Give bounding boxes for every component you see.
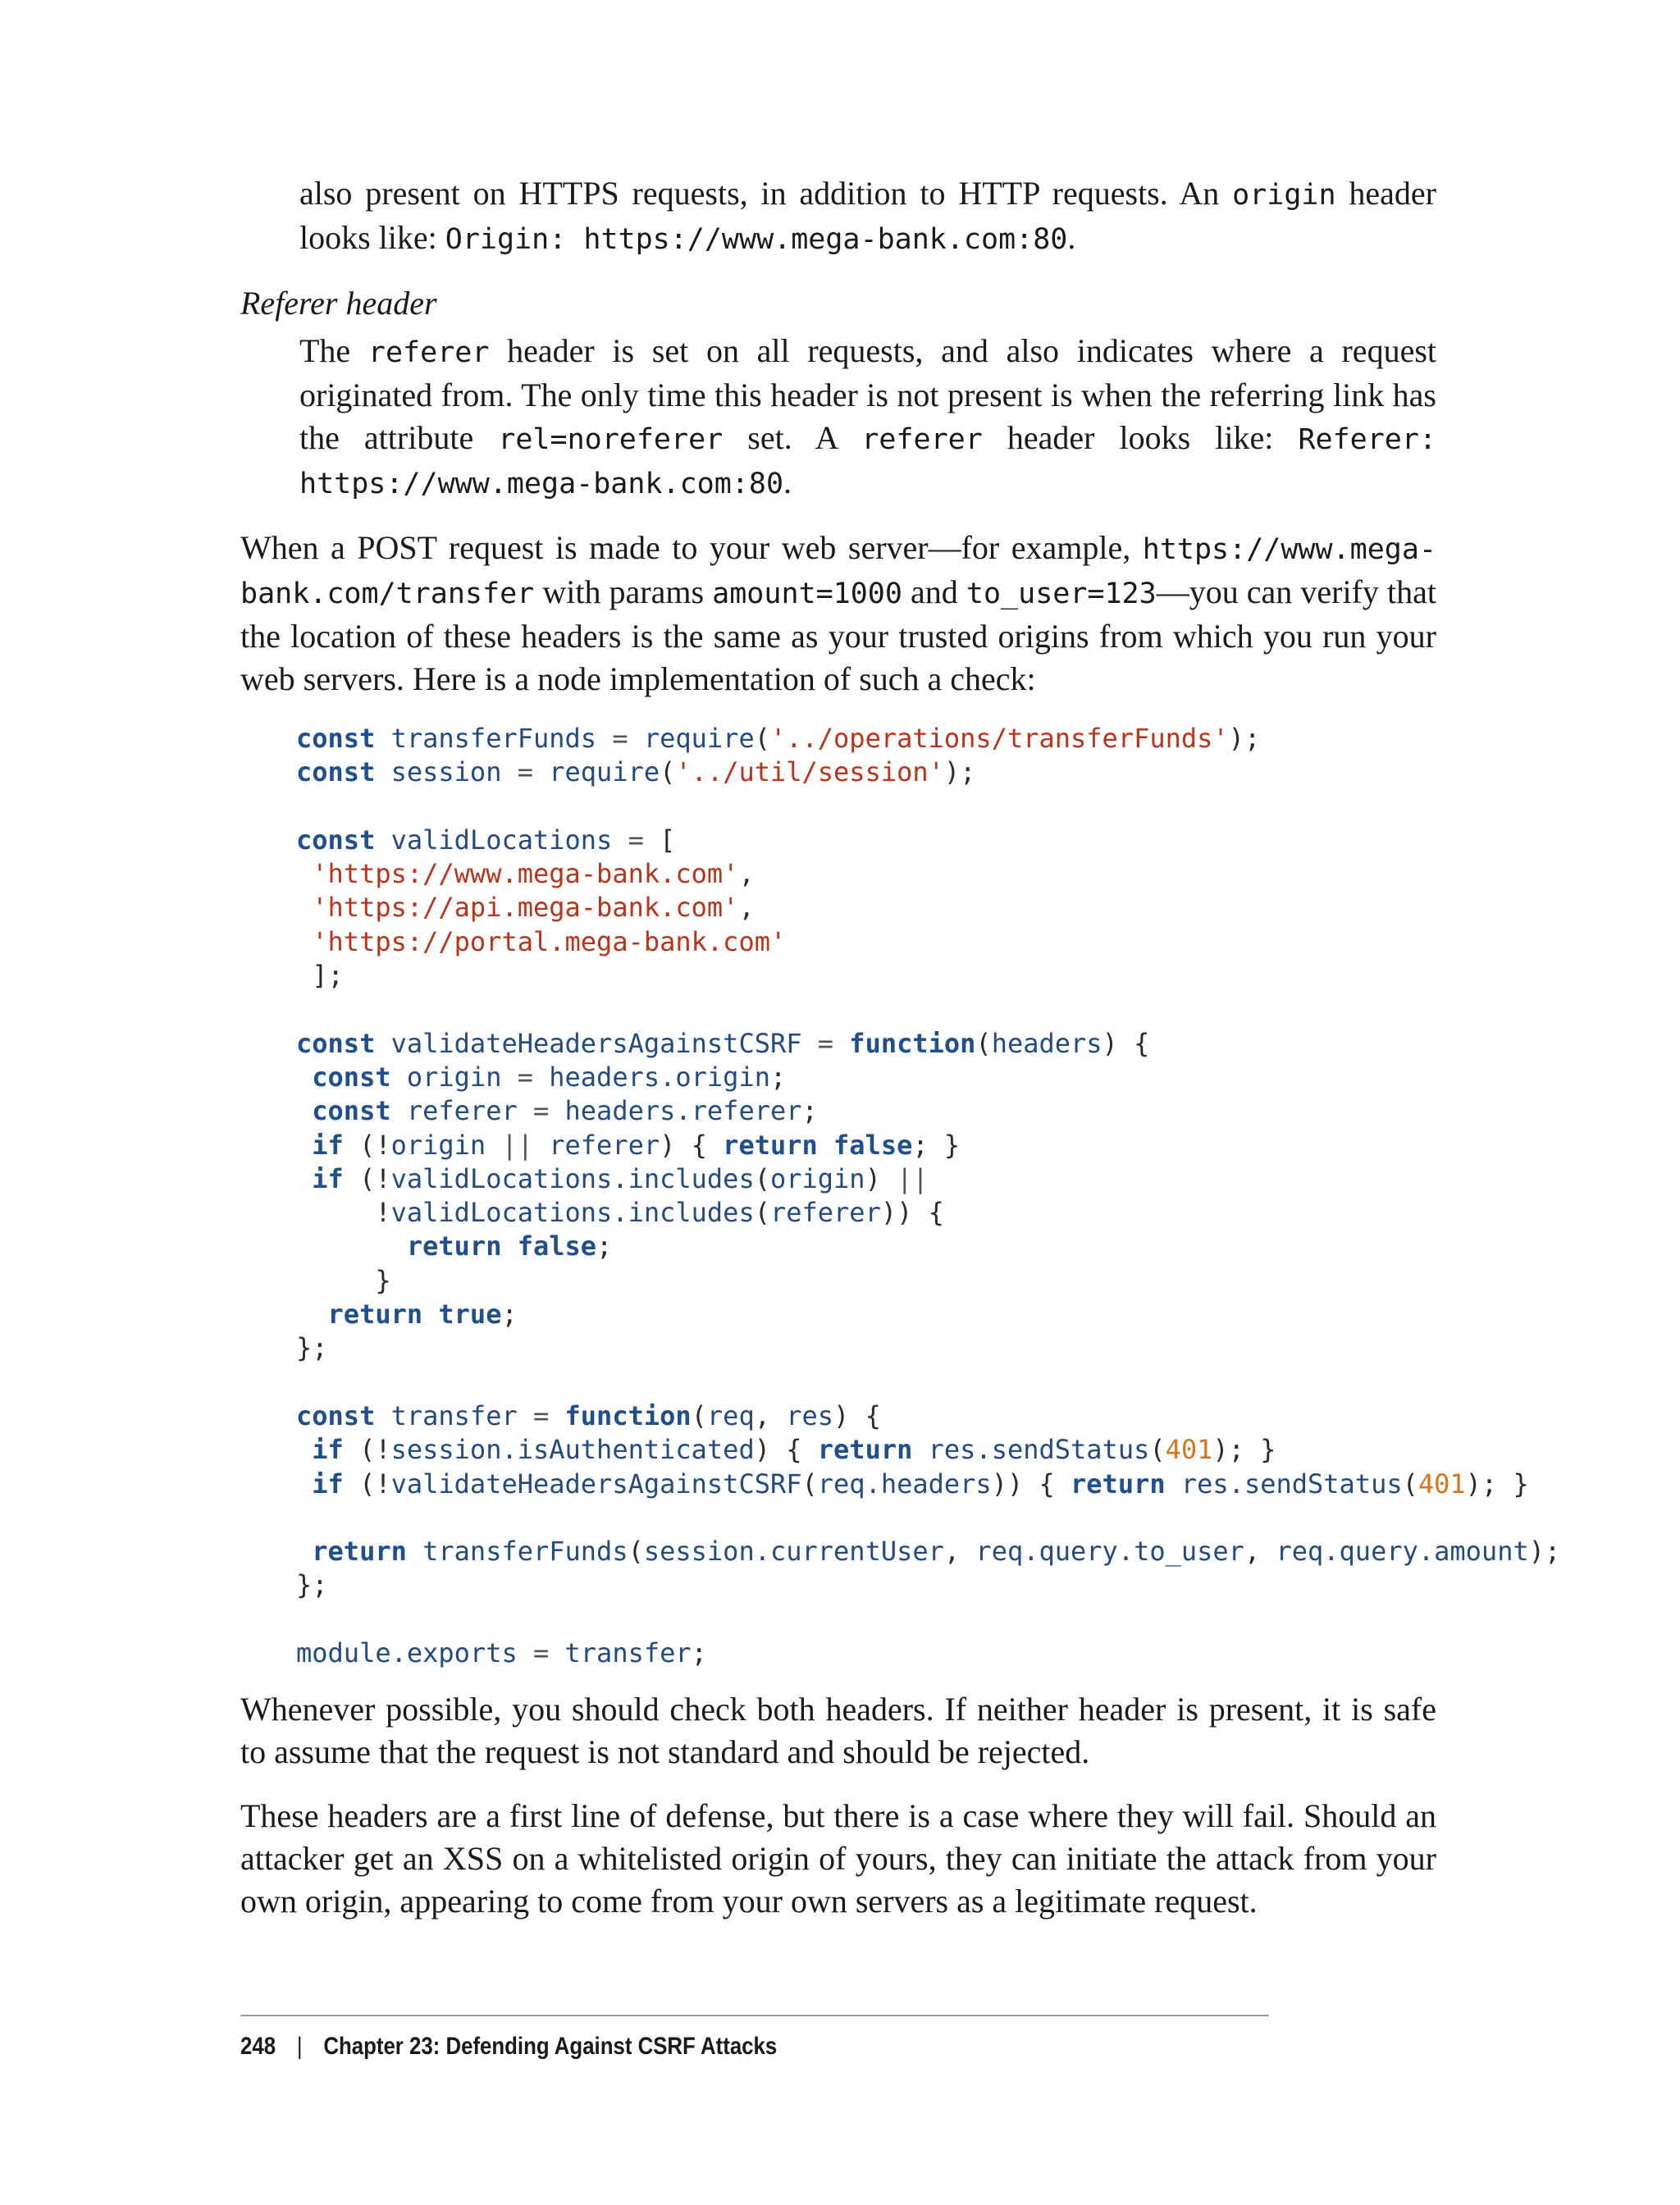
inline-code: Referer: https://www.mega-bank.com:80: [299, 423, 1437, 500]
inline-code: amount=1000: [712, 578, 902, 610]
inline-code: Origin: https://www.mega-bank.com:80: [445, 223, 1068, 256]
text-run: .: [783, 463, 792, 500]
these-headers-paragraph: These headers are a first line of defense, but there is a case where they will fail. Should an attacker get an XSS on a whitelisted origin of yours, they can initiate the attack from your own origin, appearing to come from your own servers as a legitimate request.: [240, 1797, 1436, 1920]
text-run: set. A: [723, 419, 862, 456]
text-run: —you can verify that the location of these headers is the same as your trusted origins from which you run your web servers. Here is a node implementation of such a check:: [240, 573, 1436, 697]
text-run: header looks like:: [982, 419, 1299, 456]
text-run: When a POST request is made to your web server—for example,: [240, 529, 1143, 566]
referer-header-term: Referer header: [240, 285, 437, 322]
inline-code: rel=noreferer: [498, 423, 724, 456]
text-run: also present on HTTPS requests, in addition to HTTP requests. An: [299, 175, 1233, 212]
inline-code: referer: [861, 423, 983, 456]
text-run: header looks like:: [299, 175, 1436, 256]
text-run: and: [902, 573, 966, 610]
whenever-paragraph: Whenever possible, you should check both headers. If neither header is present, it is safe to assume that the request is not standard and should be rejected.: [240, 1691, 1436, 1771]
chapter-title: Chapter 23: Defending Against CSRF Attacks: [323, 2033, 778, 2060]
text-run: header is set on all requests, and also indicates where a request originated from. The only time this header is not present is when the referring link has the attribute: [299, 332, 1436, 456]
page-body: [240, 172, 1561, 1944]
post-request-paragraph: [240, 527, 1436, 701]
inline-code: https://www.mega-bank.com/transfer: [240, 533, 1436, 610]
page-number: 248: [240, 2033, 276, 2060]
inline-code: origin: [1232, 179, 1336, 212]
inline-code: referer: [368, 336, 490, 369]
referer-header-definition: [299, 330, 1436, 505]
footer-separator: |: [296, 2033, 303, 2060]
text-run: The: [299, 332, 368, 369]
origin-header-continuation: [299, 172, 1436, 261]
code-block: const transferFunds = require('../operations/transferFunds'); const session = require('../util/session'); const validLocations = [ 'https://www.mega-bank.com', 'https://api.mega-bank.com', 'https://portal.mega-bank.com' ]; const validateHeadersAgainstCSRF = function(headers) { const origin = headers.origin; const referer = headers.referer; if (!origin || referer) { return false; } if (!validLocations.includes(origin) || !validLocations.includes(referer)) { return false; } return true; }; const transfer = function(req, res) { if (!session.isAuthenticated) { return res.sendStatus(401); } if (!validateHeadersAgainstCSRF(req.headers)) { return res.sendStatus(401); } return transferFunds(session.currentUser, req.query.to_user, req.query.amount); }; module.exports = transfer;: [296, 723, 1561, 1669]
text-run: with params: [534, 573, 713, 610]
page-footer: [240, 2015, 1269, 2061]
inline-code: to_user=123: [966, 578, 1157, 610]
text-run: .: [1067, 219, 1076, 256]
